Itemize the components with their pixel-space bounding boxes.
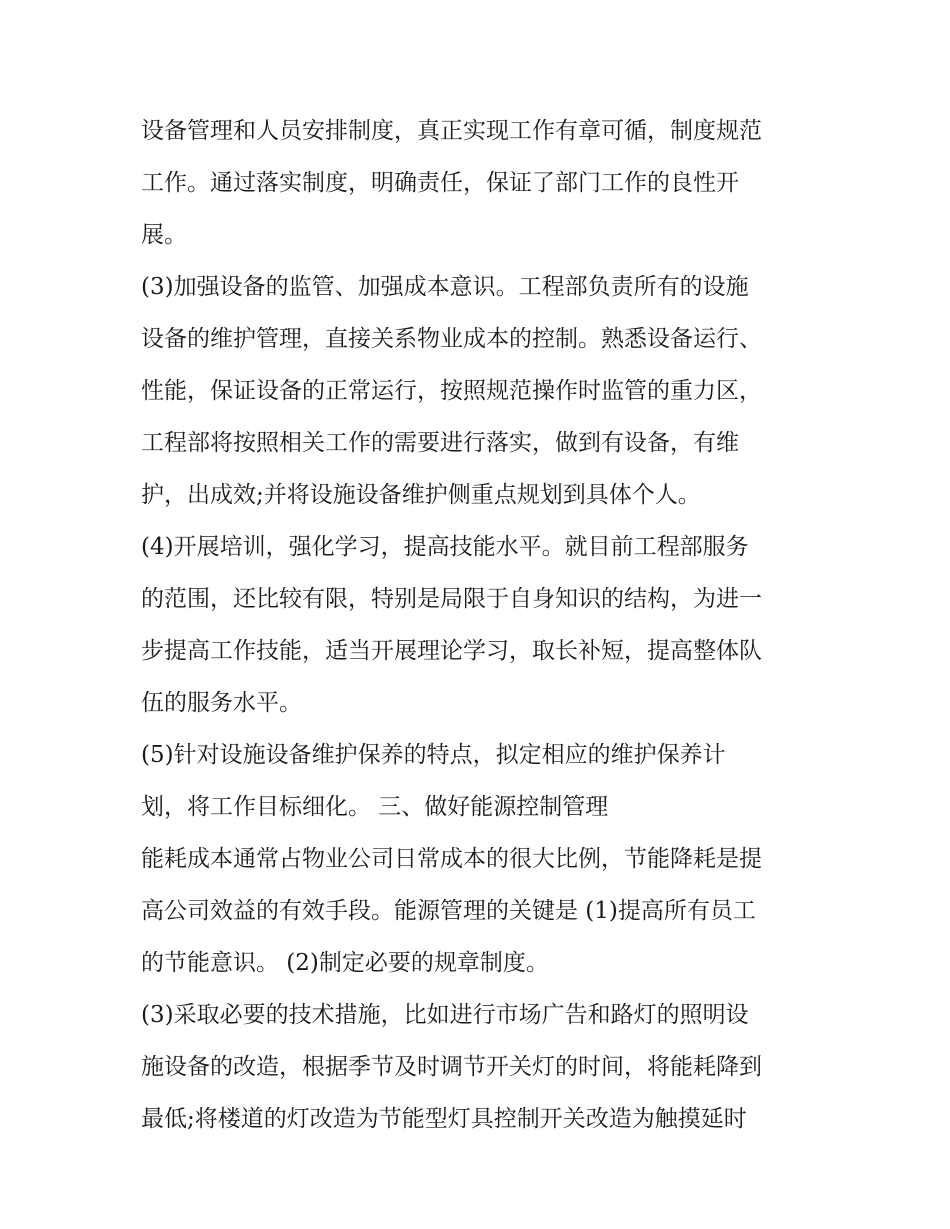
text-line: 工作。通过落实制度，明确责任，保证了部门工作的良性开 <box>141 170 739 196</box>
text-line: 设备的维护管理，直接关系物业成本的控制。熟悉设备运行、 <box>141 326 762 352</box>
text-line: 展。 <box>141 222 187 248</box>
text-line: (4)开展培训，强化学习，提高技能水平。就目前工程部服务 <box>141 534 749 560</box>
text-line: 施设备的改造，根据季节及时调节开关灯的时间，将能耗降到 <box>141 1054 762 1080</box>
text-line: 的节能意识。 (2)制定必要的规章制度。 <box>141 950 549 976</box>
text-line: 的范围，还比较有限，特别是局限于自身知识的结构，为进一 <box>141 586 762 612</box>
body-text <box>141 105 831 1145</box>
text-line: 能耗成本通常占物业公司日常成本的很大比例，节能降耗是提 <box>141 846 762 872</box>
text-line: 划，将工作目标细化。 三、做好能源控制管理 <box>141 794 609 820</box>
text-line: (5)针对设施设备维护保养的特点，拟定相应的维护保养计 <box>141 742 726 768</box>
text-line: 性能，保证设备的正常运行，按照规范操作时监管的重力区， <box>141 378 762 404</box>
text-line: 伍的服务水平。 <box>141 690 302 716</box>
text-line: 高公司效益的有效手段。能源管理的关键是 (1)提高所有员工 <box>141 898 756 924</box>
text-line: 最低;将楼道的灯改造为节能型灯具控制开关改造为触摸延时 <box>141 1106 747 1132</box>
text-line: 护，出成效;并将设施设备维护侧重点规划到具体个人。 <box>141 482 701 508</box>
text-line: (3)采取必要的技术措施，比如进行市场广告和路灯的照明设 <box>141 1002 749 1028</box>
text-line: (3)加强设备的监管、加强成本意识。工程部负责所有的设施 <box>141 274 749 300</box>
text-line: 工程部将按照相关工作的需要进行落实，做到有设备，有维 <box>141 430 739 456</box>
text-line: 步提高工作技能，适当开展理论学习，取长补短，提高整体队 <box>141 638 762 664</box>
text-line: 设备管理和人员安排制度，真正实现工作有章可循，制度规范 <box>141 118 762 144</box>
